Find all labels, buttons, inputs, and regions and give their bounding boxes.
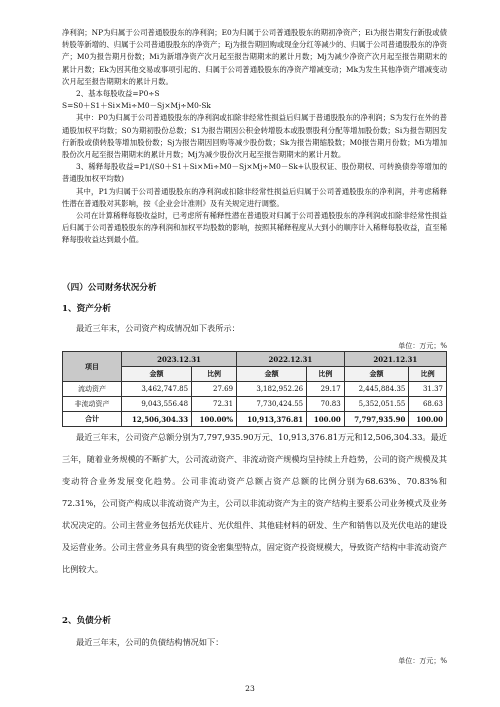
col-header-year: 2023.12.31: [122, 352, 237, 367]
table-row: [63, 382, 447, 397]
row-label: 非流动资产: [63, 397, 122, 412]
col-header-amount: 金额: [122, 367, 192, 382]
col-header-year: 2022.12.31: [237, 352, 345, 367]
table-cell: 3,462,747.85: [122, 382, 192, 397]
col-header-amount: 金额: [344, 367, 409, 382]
col-header-ratio: 比例: [409, 367, 447, 382]
table-cell: 7,730,424.55: [237, 397, 307, 412]
table-cell: 72.31: [192, 397, 237, 412]
asset-structure-table: [62, 351, 447, 427]
table-cell: 2,445,884.35: [344, 382, 409, 397]
page-number: 23: [245, 684, 255, 693]
table-cell: 3,182,952.26: [237, 382, 307, 397]
table-cell: 70.83: [307, 397, 345, 412]
basic-eps-description: 其中：P0为归属于公司普通股股东的净利润或扣除非经常性损益后归属于普通股股东的净利润；S为发行在外的普通股加权平均数；S0为期初股份总数；S1为报告期因公积金转增股本或股票股利分配等增加股份数；Si为报告期因发行新股或债转股等增加股份数；Sj为报告期因回购等减少股份数；Sk为报告期缩股数；M0报告期月份数；Mi为增加股份次月起至报告期期末的累计月数；Mj为减少股份次月起至报告期期末的累计月数。: [62, 113, 447, 160]
row-label: 合计: [63, 412, 122, 427]
table-cell: 100.00: [409, 412, 447, 427]
diluted-eps-note: 公司在计算稀释每股收益时，已考虑所有稀释性潜在普通股对归属于公司普通股股东的净利润或扣除非经常性损益后归属于公司普通股股东的净利润和加权平均股数的影响，按照其稀释程度从大到小的顺序计入稀释每股收益，直至稀释每股收益达到最小值。: [62, 211, 447, 245]
table-cell: 100.00%: [192, 412, 237, 427]
table-cell: 9,043,556.48: [122, 397, 192, 412]
col-header-ratio: 比例: [192, 367, 237, 382]
col-header-amount: 金额: [237, 367, 307, 382]
asset-analysis-heading: 1、资产分析: [62, 304, 111, 314]
table-cell: 27.69: [192, 382, 237, 397]
diluted-eps-title: 3、稀释每股收益=P1/(S0＋S1＋Si×Mi÷M0－Sj×Mj÷M0－Sk+认股权证、股份期权、可转换债券等增加的普通股加权平均数): [62, 162, 447, 184]
table-cell: 7,797,935.90: [344, 412, 409, 427]
table-cell: 10,913,376.81: [237, 412, 307, 427]
table-cell: 29.17: [307, 382, 345, 397]
table-cell: 12,506,304.33: [122, 412, 192, 427]
roe-definition-paragraph: 净利润；NP为归属于公司普通股股东的净利润；E0为归属于公司普通股股东的期初净资产；Ei为报告期发行新股或债转股等新增的、归属于公司普通股股东的净资产；Ej为报告期回购或现金分红等减少的、归属于公司普通股股东的净资产；M0为报告期月份数；Mi为新增净资产次月起至报告期期末的累计月数；Mj为减少净资产次月起至报告期期末的累计月数；Ek为因其他交易或事项引起的、归属于公司普通股股东的净资产增减变动；Mk为发生其他净资产增减变动次月起至报告期期末的累计月数。: [62, 28, 447, 86]
table-cell: 5,352,051.55: [344, 397, 409, 412]
basic-eps-title: 2、基本每股收益=P0÷S: [76, 89, 160, 99]
basic-eps-formula: S=S0＋S1＋Si×Mi÷M0－Sj×Mj÷M0-Sk: [62, 101, 211, 111]
table-row: [63, 397, 447, 412]
debt-unit-label: 单位：万元；%: [398, 657, 447, 665]
col-header-year: 2021.12.31: [344, 352, 446, 367]
diluted-eps-description: 其中，P1为归属于公司普通股股东的净利润或扣除非经常性损益后归属于公司普通股股东的净利润，并考虑稀释性潜在普通股对其影响，按《企业会计准则》及有关规定进行调整。: [62, 186, 447, 208]
col-header-ratio: 比例: [307, 367, 345, 382]
table-total-row: [63, 412, 447, 427]
asset-analysis-paragraph: 最近三年末，公司资产总额分别为7,797,935.90万元、10,913,376.81万元和12,506,304.33。最近三年，随着业务规模的不断扩大，公司流动资产、非流动资产规模均呈持续上升趋势，公司的资产规模及其变动符合业务发展变化趋势。公司非流动资产总额占资产总额的比例分别为68.63%、70.83%和72.31%，公司资产构成以非流动资产为主，公司以非流动资产为主的资产结构主要系公司业务模式及业务状况决定的。公司主营业务包括光伏硅片、光伏组件、其他硅材料的研发、生产和销售以及光伏电站的建设及运营业务。公司主营业务具有典型的资金密集型特点，固定资产投资规模大，导致资产结构中非流动资产比例较大。: [62, 432, 447, 574]
table-cell: 31.37: [409, 382, 447, 397]
asset-intro: 最近三年末，公司资产构成情况如下表所示：: [76, 323, 240, 333]
table-cell: 100.00: [307, 412, 345, 427]
debt-intro: 最近三年末，公司的负债结构情况如下：: [76, 637, 224, 647]
formula-notes: [62, 27, 447, 247]
section-heading: （四）公司财务状况分析: [62, 283, 157, 293]
col-header-item: 项目: [63, 352, 122, 382]
table-cell: 68.63: [409, 397, 447, 412]
debt-analysis-heading: 2、负债分析: [62, 616, 111, 626]
row-label: 流动资产: [63, 382, 122, 397]
table-header-row: [63, 352, 447, 367]
asset-unit-label: 单位：万元；%: [398, 342, 447, 350]
